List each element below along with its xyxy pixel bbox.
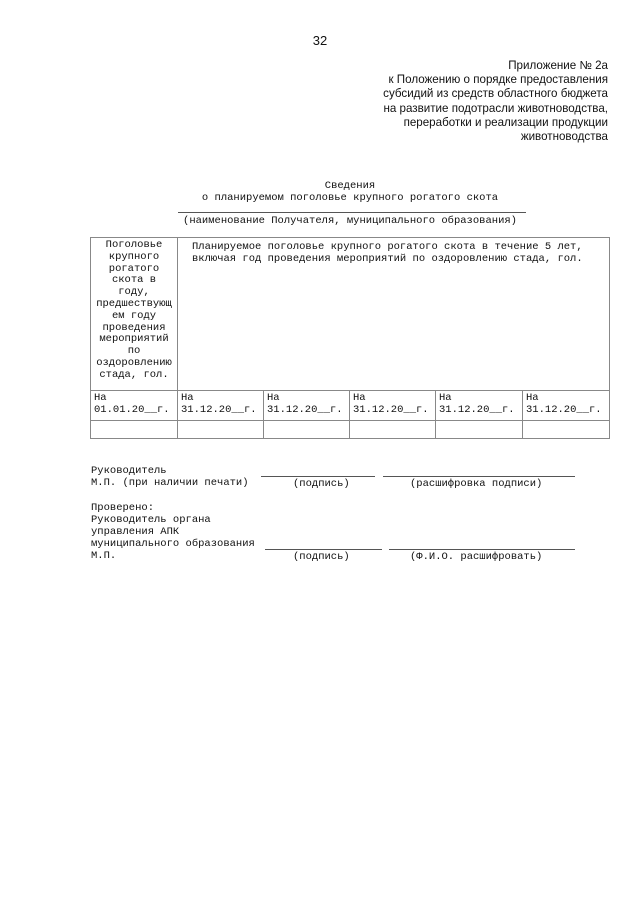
decode-line[interactable]: [383, 476, 575, 477]
date-cell: На 31.12.20__г.: [178, 391, 264, 421]
checked-label: Проверено:: [91, 502, 155, 514]
agency-label-1: Руководитель органа: [91, 514, 211, 526]
input-cell[interactable]: [523, 421, 610, 439]
signature-caption: (подпись): [293, 478, 350, 490]
appendix-line: на развитие подотрасли животноводства,: [383, 101, 608, 115]
agency-decode-line[interactable]: [389, 549, 575, 550]
previous-year-header: Поголовье крупного рогатого скота в году, предшествующ ем году проведения мероприятий по оздоровлению стада, гол.: [91, 238, 178, 391]
agency-stamp-label: М.П.: [91, 550, 117, 562]
date-cell: На 31.12.20__г.: [436, 391, 523, 421]
recipient-name-line[interactable]: [178, 212, 526, 213]
head-label: Руководитель: [91, 465, 167, 477]
livestock-table: [90, 237, 610, 439]
planned-header: Планируемое поголовье крупного рогатого скота в течение 5 лет, включая год проведения мероприятий по оздоровлению стада, гол.: [178, 238, 610, 391]
appendix-note: [308, 59, 608, 144]
agency-label-3: муниципального образования: [91, 538, 255, 550]
appendix-line: к Положению о порядке предоставления: [388, 73, 608, 87]
input-cell[interactable]: [264, 421, 350, 439]
signature-line[interactable]: [261, 476, 375, 477]
date-cell: На 31.12.20__г.: [350, 391, 436, 421]
date-cell: На 01.01.20__г.: [91, 391, 178, 421]
decode-caption: (расшифровка подписи): [410, 478, 543, 490]
agency-decode-caption: (Ф.И.О. расшифровать): [410, 551, 543, 563]
appendix-line: переработки и реализации продукции: [403, 115, 608, 129]
appendix-line: Приложение № 2а: [508, 59, 608, 72]
recipient-caption: (наименование Получателя, муниципального образования): [183, 215, 517, 227]
stamp-label: М.П. (при наличии печати): [91, 477, 249, 489]
table-date-row: [91, 391, 610, 421]
document-title: Сведения: [324, 180, 376, 192]
table-input-row: [91, 421, 610, 439]
input-cell[interactable]: [178, 421, 264, 439]
page-number: 32: [312, 33, 328, 48]
input-cell[interactable]: [350, 421, 436, 439]
agency-label-2: управления АПК: [91, 526, 180, 538]
input-cell[interactable]: [91, 421, 178, 439]
table-header-row: [91, 238, 610, 391]
appendix-line: животноводства: [520, 130, 608, 144]
agency-signature-line[interactable]: [265, 549, 382, 550]
appendix-line: субсидий из средств областного бюджета: [383, 87, 608, 101]
agency-signature-caption: (подпись): [293, 551, 350, 563]
document-subtitle: о планируемом поголовье крупного рогатого скота: [201, 192, 499, 204]
date-cell: На 31.12.20__г.: [264, 391, 350, 421]
date-cell: На 31.12.20__г.: [523, 391, 610, 421]
input-cell[interactable]: [436, 421, 523, 439]
